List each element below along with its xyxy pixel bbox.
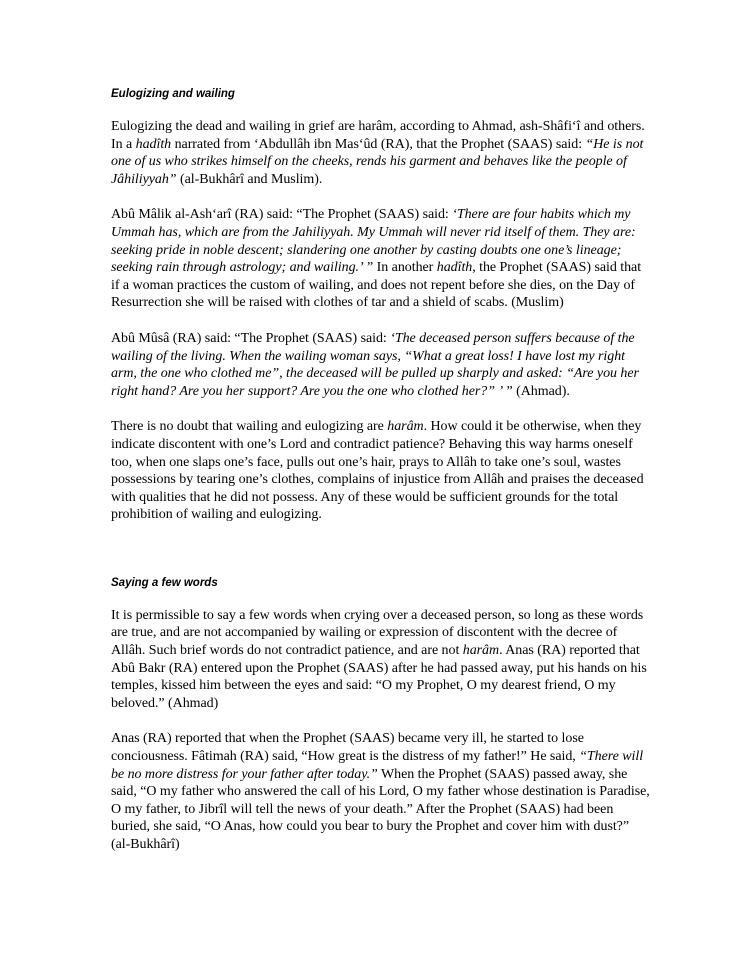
- italic-text-run: hadîth: [135, 136, 172, 152]
- text-run: It is permissible to say a few words when crying over a deceased person, so long as these words are true, and are not accompanied by wailing or expression of discontent with the decree of Allâh. Such brief words do not contradict patience, and are not: [111, 607, 644, 659]
- italic-text-run: harâm: [462, 643, 500, 659]
- italic-text-run: ‘The deceased person suffers because of the wailing of the living. When the wailing woman says, “What a great loss! I have lost my right arm, the one who clothed me”, the deceased will be pulled up sharply and asked: “Are you her right hand? Are you her support? Are you the one who clothed her?” ’: [111, 330, 639, 399]
- text-run: . Anas (RA) reported that Abû Bakr (RA) entered upon the Prophet (SAAS) after he had passed away, put his hands on his temples, kissed him between the eyes and said: “O my Prophet, O my dearest friend, O my beloved.” (Ahmad): [111, 643, 647, 711]
- text-run: ” In another: [363, 260, 437, 276]
- paragraph: [111, 330, 651, 400]
- section-saying-a-few-words: [111, 575, 651, 854]
- text-run: Abû Mûsâ (RA) said: “The Prophet (SAAS) said:: [111, 330, 391, 346]
- document-body: [111, 86, 651, 854]
- section-heading: Saying a few words: [111, 576, 218, 589]
- italic-text-run: “He is not one of us who strikes himself on the cheeks, rends his garment and behaves like the people of Jâhiliyyah”: [111, 136, 644, 187]
- text-run: . How could it be otherwise, when they indicate discontent with one’s Lord and contradict patience? Behaving this way harms oneself too, when one slaps one’s face, pulls out one’s hair, prays to Allâh to take one’s soul, wastes possessions by tearing one’s clothes, complains of injustice from Allâh and praises the deceased with qualities that he did not possess. Any of these would be sufficient grounds for the total prohibition of wailing and eulogizing.: [111, 419, 644, 523]
- text-run: (al-Bukhârî and Muslim).: [176, 171, 323, 187]
- italic-text-run: ‘There are four habits which my Ummah has, which are from the Jahiliyyah. My Ummah will never rid itself of them. They are: seeking pride in noble descent; slandering one another by casting doubts one one’s lineage; seeking rain through astrology; and wailing.’: [111, 207, 636, 276]
- paragraph: [111, 418, 651, 524]
- text-run: Eulogizing the dead and wailing in grief are harâm, according to Ahmad, ash-Shâfi‘î and others. In a: [111, 119, 645, 152]
- paragraph: [111, 206, 651, 312]
- section-eulogizing-and-wailing: [111, 86, 651, 524]
- italic-text-run: “There will be no more distress for your father after today.”: [111, 749, 644, 782]
- text-run: , the Prophet (SAAS) said that if a woman practices the custom of wailing, and does not repent before she dies, on the Day of Resurrection she will be raised with clothes of tar and a shield of scabs. (Muslim): [111, 260, 642, 311]
- text-run: Anas (RA) reported that when the Prophet (SAAS) became very ill, he started to lose conciousness. Fâtimah (RA) said, “How great is the distress of my father!” He said,: [111, 731, 584, 765]
- text-run: Abû Mâlik al-Ash‘arî (RA) said: “The Prophet (SAAS) said:: [111, 207, 453, 223]
- text-run: ” (Ahmad).: [503, 383, 570, 399]
- italic-text-run: hadîth: [436, 260, 473, 276]
- text-run: There is no doubt that wailing and eulogizing are: [111, 419, 388, 435]
- paragraph: [111, 607, 651, 713]
- paragraph: [111, 118, 651, 188]
- text-run: narrated from ‘Abdullâh ibn Mas‘ûd (RA), that the Prophet (SAAS) said:: [171, 136, 586, 152]
- paragraph: [111, 730, 651, 853]
- text-run: When the Prophet (SAAS) passed away, she said, “O my father who answered the call of his Lord, O my father whose destination is Paradise, O my father, to Jibrîl will tell the news of your death.” After the Prophet (SAAS) had been buried, she said, “O Anas, how could you bear to bury the Prophet and cover him with dust?” (al-Bukhârî): [111, 766, 650, 852]
- section-heading: Eulogizing and wailing: [111, 88, 235, 100]
- italic-text-run: harâm: [387, 419, 424, 435]
